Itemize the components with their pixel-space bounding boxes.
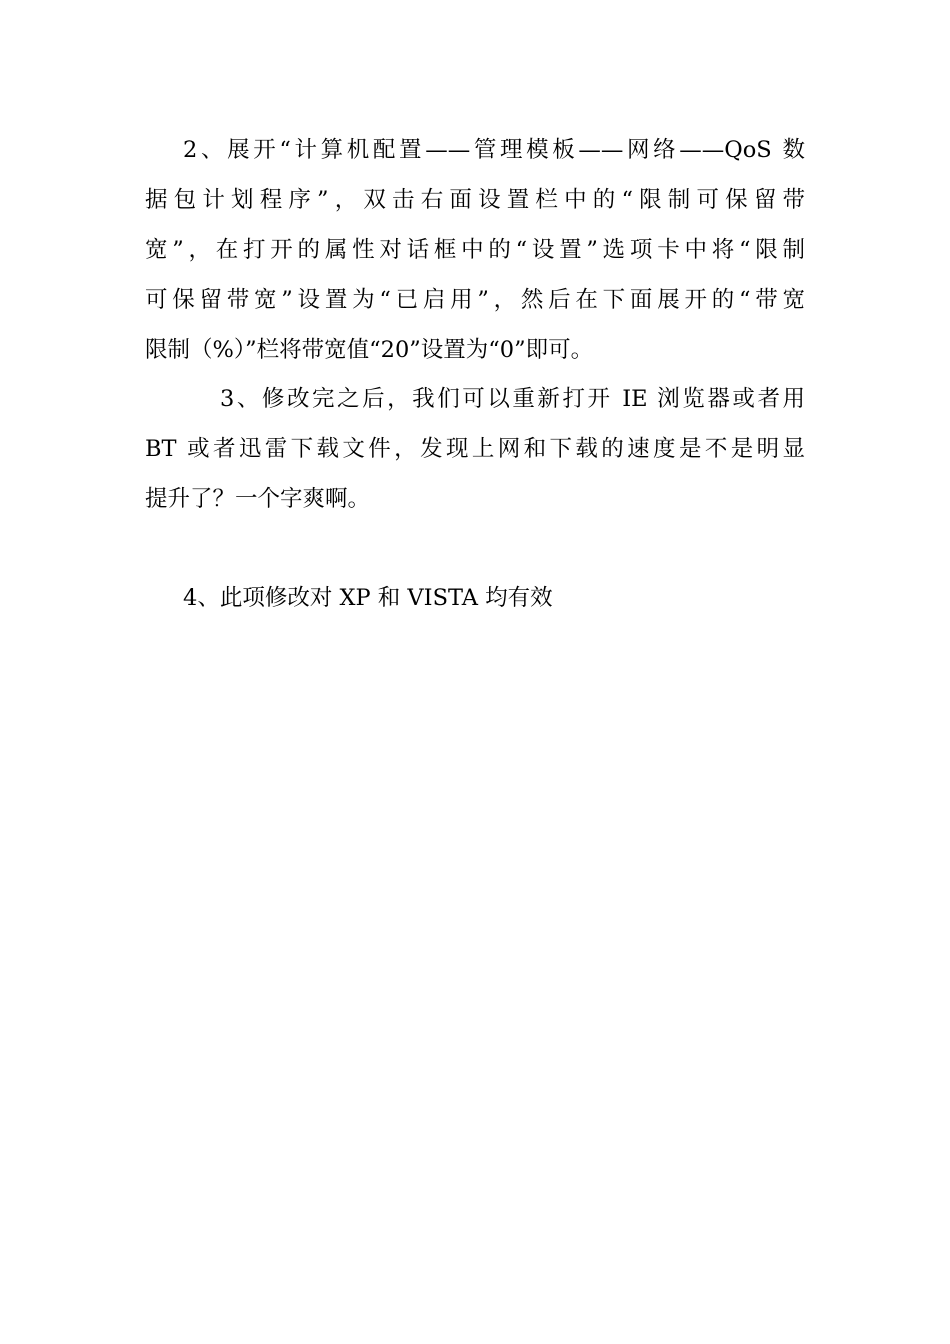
paragraph-3-line-3: 提升了？一个字爽啊。 bbox=[145, 486, 371, 512]
paragraph-2-line-1: 2、展开“计算机配置——管理模板——网络——QoS 数 bbox=[183, 137, 805, 163]
paragraph-2-line-2: 据包计划程序”，双击右面设置栏中的“限制可保留带 bbox=[145, 187, 805, 213]
paragraph-2-line-5: 限制（%）”栏将带宽值“20”设置为“0”即可。 bbox=[145, 337, 594, 363]
paragraph-3-line-1: 3、修改完之后，我们可以重新打开 IE 浏览器或者用 bbox=[220, 386, 805, 412]
paragraph-4-line-1: 4、此项修改对 XP 和 VISTA 均有效 bbox=[183, 585, 553, 611]
paragraph-3-line-2: BT 或者迅雷下载文件，发现上网和下载的速度是不是明显 bbox=[145, 436, 805, 462]
paragraph-2-line-3: 宽”，在打开的属性对话框中的“设置”选项卡中将“限制 bbox=[145, 237, 805, 263]
paragraph-2-line-4: 可保留带宽”设置为“已启用”，然后在下面展开的“带宽 bbox=[145, 287, 805, 313]
